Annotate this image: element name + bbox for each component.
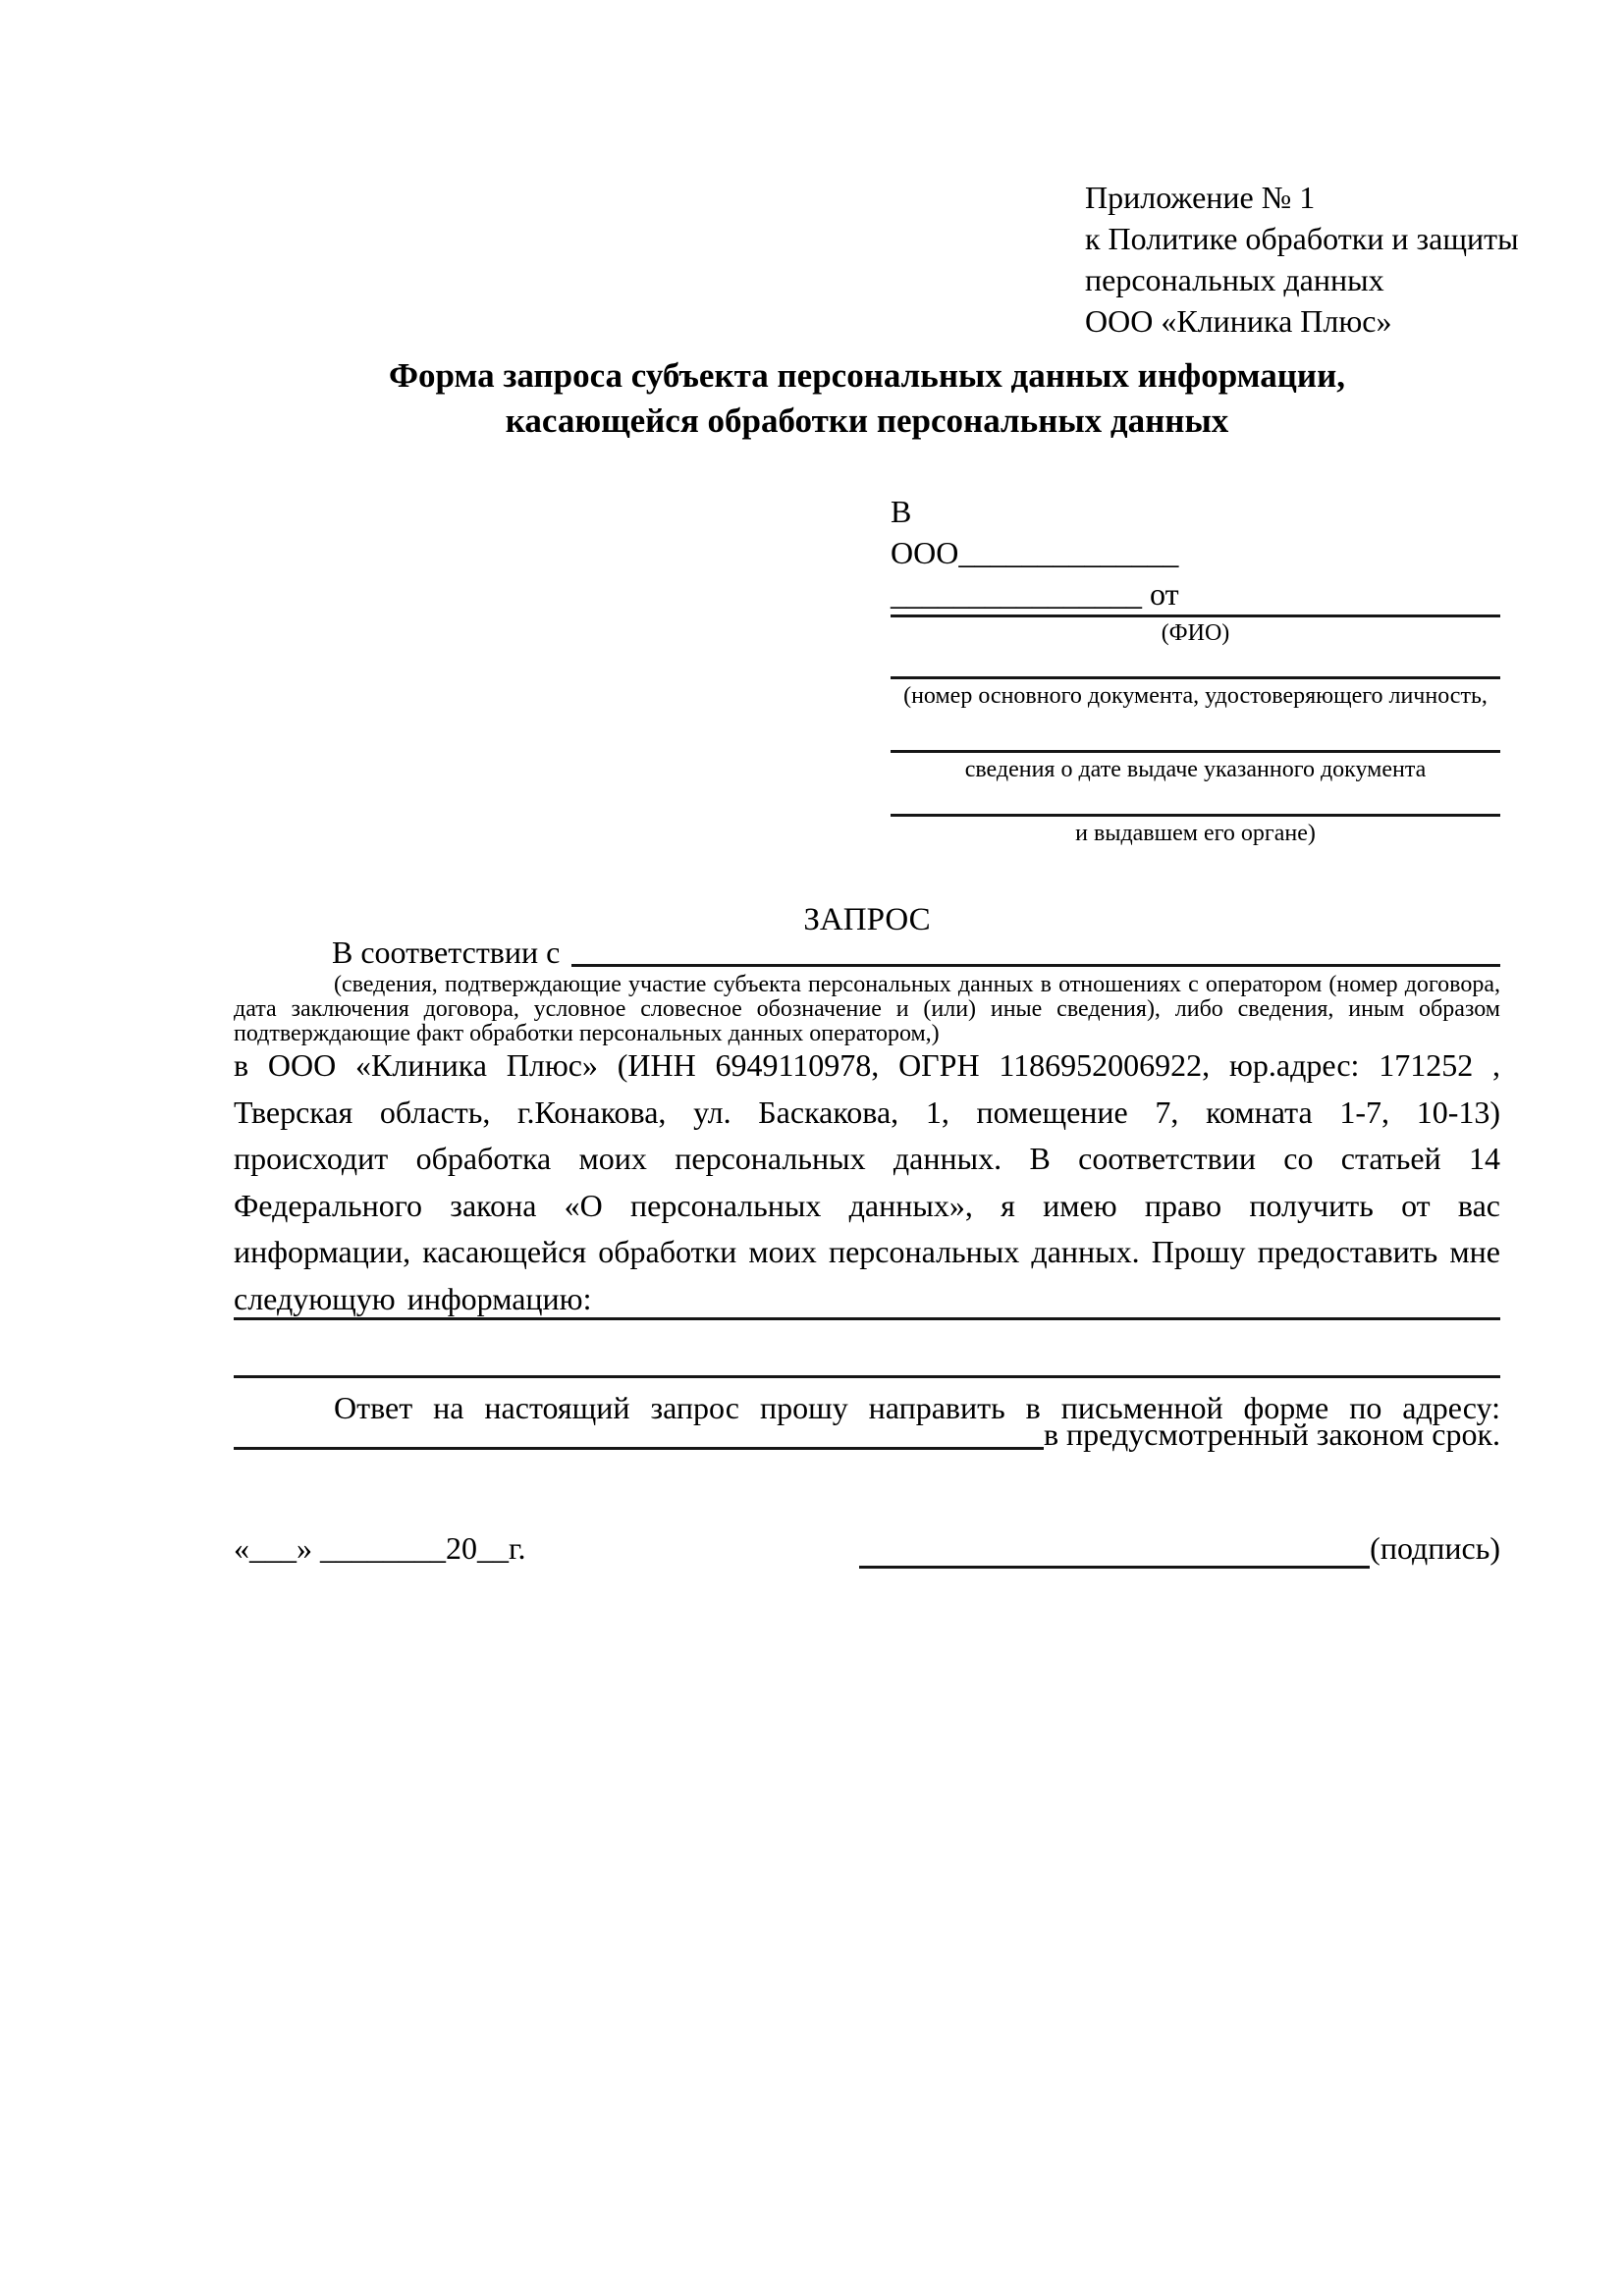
signature-group [859, 1527, 1500, 1569]
fio-caption: (ФИО) [1161, 620, 1230, 646]
signature-blank-line [859, 1532, 1370, 1569]
issuing-authority-blank-line [891, 814, 1500, 817]
page-title [234, 353, 1500, 444]
appendix-line-3: персональных данных [1085, 262, 1384, 297]
date-signature-row [234, 1527, 1500, 1569]
date-blank: «___» ________20__г. [234, 1530, 526, 1566]
appendix-line-1: Приложение № 1 [1085, 180, 1316, 215]
page-title-line-1: Форма запроса субъекта персональных данных информации, [388, 356, 1346, 395]
info-blank-line-1 [234, 1317, 1500, 1320]
document-number-caption: (номер основного документа, удостоверяющего личность, [903, 683, 1488, 709]
intro-prefix: В соответствии с [332, 934, 561, 970]
addressee-line-ooo: ООО______________ [891, 535, 1179, 570]
reply-suffix: в предусмотренный законом срок. [1043, 1416, 1500, 1452]
address-blank-line [234, 1447, 1044, 1450]
appendix-line-2: к Политике обработки и защиты [1085, 221, 1519, 256]
request-heading: ЗАПРОС [803, 902, 931, 937]
addressee-line-from: ________________ от [891, 576, 1179, 612]
issuing-authority-caption: и выдавшем его органе) [1075, 821, 1316, 846]
appendix-line-4: ООО «Клиника Плюс» [1085, 303, 1392, 339]
info-blank-line-2 [234, 1375, 1500, 1378]
body-paragraph: в ООО «Клиника Плюс» (ИНН 6949110978, ОГРН 1186952006922, юр.адрес: 171252 , Тверская область, г.Конакова, ул. Баскакова, 1, помещение 7, комната 1-7, 10-13) происходит обработка моих персональных данных. В соответствии со статьей 14 Федерального закона «О персональных данных», я имею право получить от вас информации, касающейся обработки моих персональных данных. Прошу предоставить мне следующую информацию: [234, 1047, 1500, 1316]
reply-address-row [234, 1415, 1500, 1454]
appendix-block [1085, 177, 1519, 342]
addressee-block [891, 491, 1500, 614]
signature-caption: (подпись) [1370, 1530, 1500, 1566]
reply-paragraph: Ответ на настоящий запрос прошу направить в письменной форме по адресу: [334, 1390, 1500, 1425]
intro-row [234, 932, 1500, 973]
footnote-text: (сведения, подтверждающие участие субъекта персональных данных в отношениях с оператором (номер договора, дата заключения договора, условное словесное обозначение и (или) иные сведения), либо сведения, иным образом подтверждающие факт обработки персональных данных оператором,) [234, 972, 1500, 1046]
page-title-line-2: касающейся обработки персональных данных [505, 401, 1229, 440]
fio-blank-line [891, 614, 1500, 617]
addressee-line-v: В [891, 494, 912, 529]
intro-blank-line [571, 932, 1500, 967]
issue-date-blank-line [891, 750, 1500, 753]
issue-date-caption: сведения о дате выдаче указанного документа [964, 757, 1427, 782]
document-number-blank-line [891, 676, 1500, 679]
